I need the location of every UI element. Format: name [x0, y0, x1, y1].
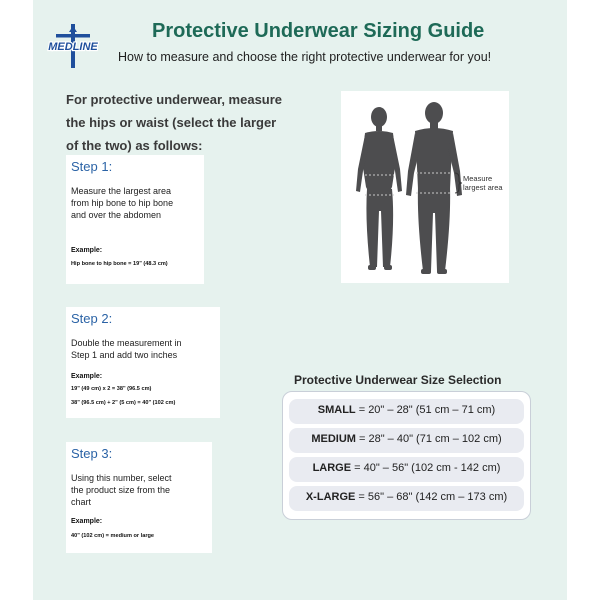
logo-text: MEDLINE [48, 41, 98, 53]
step-2-example-line: 38" (96.5 cm) + 2" (5 cm) = 40" (102 cm) [71, 400, 176, 406]
intro-line: For protective underwear, measure [66, 92, 283, 107]
step-2-title: Step 2: [71, 311, 113, 326]
step-2-card [66, 307, 220, 418]
size-row-large [289, 457, 524, 482]
body-silhouette-figure [341, 91, 509, 283]
step-1-card [66, 155, 204, 284]
step-1-example-line: Hip bone to hip bone = 19" (48.3 cm) [71, 261, 168, 267]
size-row-xlarge [289, 486, 524, 511]
intro-line: the hips or waist (select the larger [66, 115, 277, 130]
step-2-text: Double the measurement in Step 1 and add two inches [71, 338, 182, 360]
size-row-medium [289, 428, 524, 453]
size-range: = 56" – 68" (142 cm – 173 cm) [355, 491, 508, 503]
step-3-text: Using this number, select the product size from the chart [71, 473, 172, 507]
size-range: = 28" – 40" (71 cm – 102 cm) [355, 433, 502, 445]
male-silhouette [406, 102, 462, 274]
step-3-title: Step 3: [71, 446, 113, 461]
measure-label-line1: Measure [463, 174, 493, 183]
size-name: SMALL [317, 404, 356, 416]
step-3-example-line: 40" (102 cm) = medium or large [71, 533, 155, 539]
step-3-card [66, 442, 212, 553]
page-title: Protective Underwear Sizing Guide [152, 20, 485, 42]
step-1-title: Step 1: [71, 159, 113, 174]
step-1-example-label: Example: [71, 247, 103, 254]
size-name: LARGE [312, 462, 352, 474]
step-2-example-label: Example: [71, 373, 103, 380]
female-silhouette [356, 107, 402, 270]
size-name: X-LARGE [305, 491, 356, 503]
step-2-example-line: 19" (49 cm) x 2 = 38" (96.5 cm) [71, 386, 152, 392]
size-selection-heading: Protective Underwear Size Selection [294, 373, 502, 387]
size-selection-table [282, 391, 531, 520]
measure-label-line2: largest area [463, 183, 503, 192]
step-3-example-label: Example: [71, 518, 103, 525]
step-1-text: Measure the largest area from hip bone to hip bone and over the abdomen [71, 186, 174, 220]
size-row-small [289, 399, 524, 424]
size-name: MEDIUM [311, 433, 356, 445]
intro-line: of the two) as follows: [66, 138, 203, 153]
page-subtitle: How to measure and choose the right protective underwear for you! [118, 50, 492, 64]
size-range: = 20" – 28" (51 cm – 71 cm) [355, 404, 496, 416]
medline-logo [38, 22, 108, 70]
silhouettes-illustration [341, 91, 509, 283]
intro-text [66, 88, 316, 157]
size-range: = 40" – 56" (102 cm - 142 cm) [351, 462, 501, 474]
